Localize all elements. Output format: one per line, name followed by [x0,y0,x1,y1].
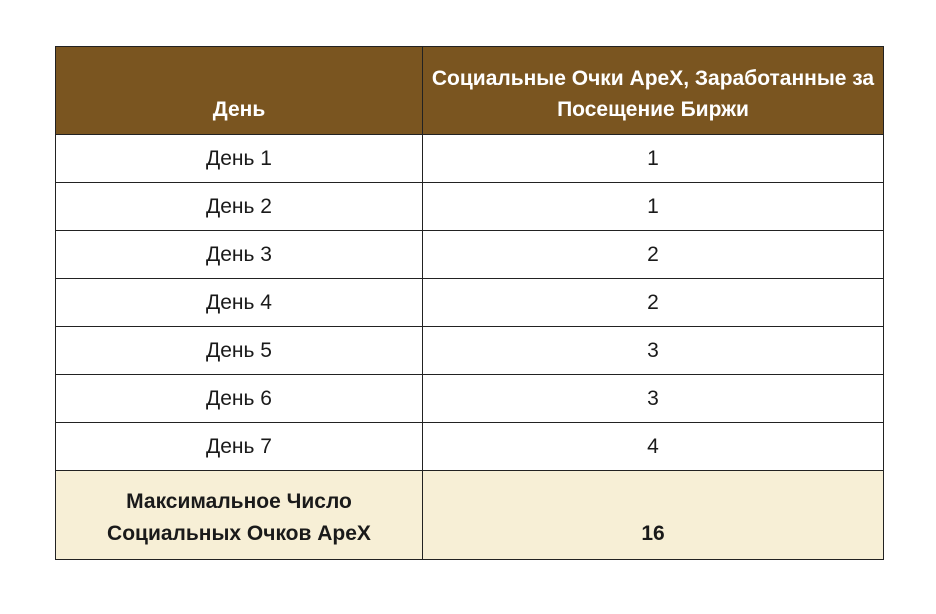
points-cell: 2 [423,279,884,327]
table-row [56,183,884,231]
table-footer [56,471,884,560]
table-header [56,47,884,135]
table-row [56,327,884,375]
apex-points-table-container [55,46,883,560]
day-cell: День 2 [56,183,423,231]
table-row [56,279,884,327]
header-day: День [56,47,423,135]
table-row [56,375,884,423]
day-cell: День 7 [56,423,423,471]
points-cell: 1 [423,135,884,183]
points-cell: 3 [423,327,884,375]
day-cell: День 1 [56,135,423,183]
table-row [56,135,884,183]
total-label: Максимальное Число Социальных Очков ApeX [56,471,423,560]
day-cell: День 5 [56,327,423,375]
table-row [56,423,884,471]
total-value: 16 [423,471,884,560]
points-cell: 2 [423,231,884,279]
day-cell: День 3 [56,231,423,279]
header-social-points: Социальные Очки ApeX, Заработанные за Посещение Биржи [423,47,884,135]
points-cell: 4 [423,423,884,471]
points-cell: 1 [423,183,884,231]
points-cell: 3 [423,375,884,423]
table-body [56,135,884,471]
header-row [56,47,884,135]
day-cell: День 6 [56,375,423,423]
apex-points-table [55,46,884,560]
table-row [56,231,884,279]
total-row [56,471,884,560]
day-cell: День 4 [56,279,423,327]
